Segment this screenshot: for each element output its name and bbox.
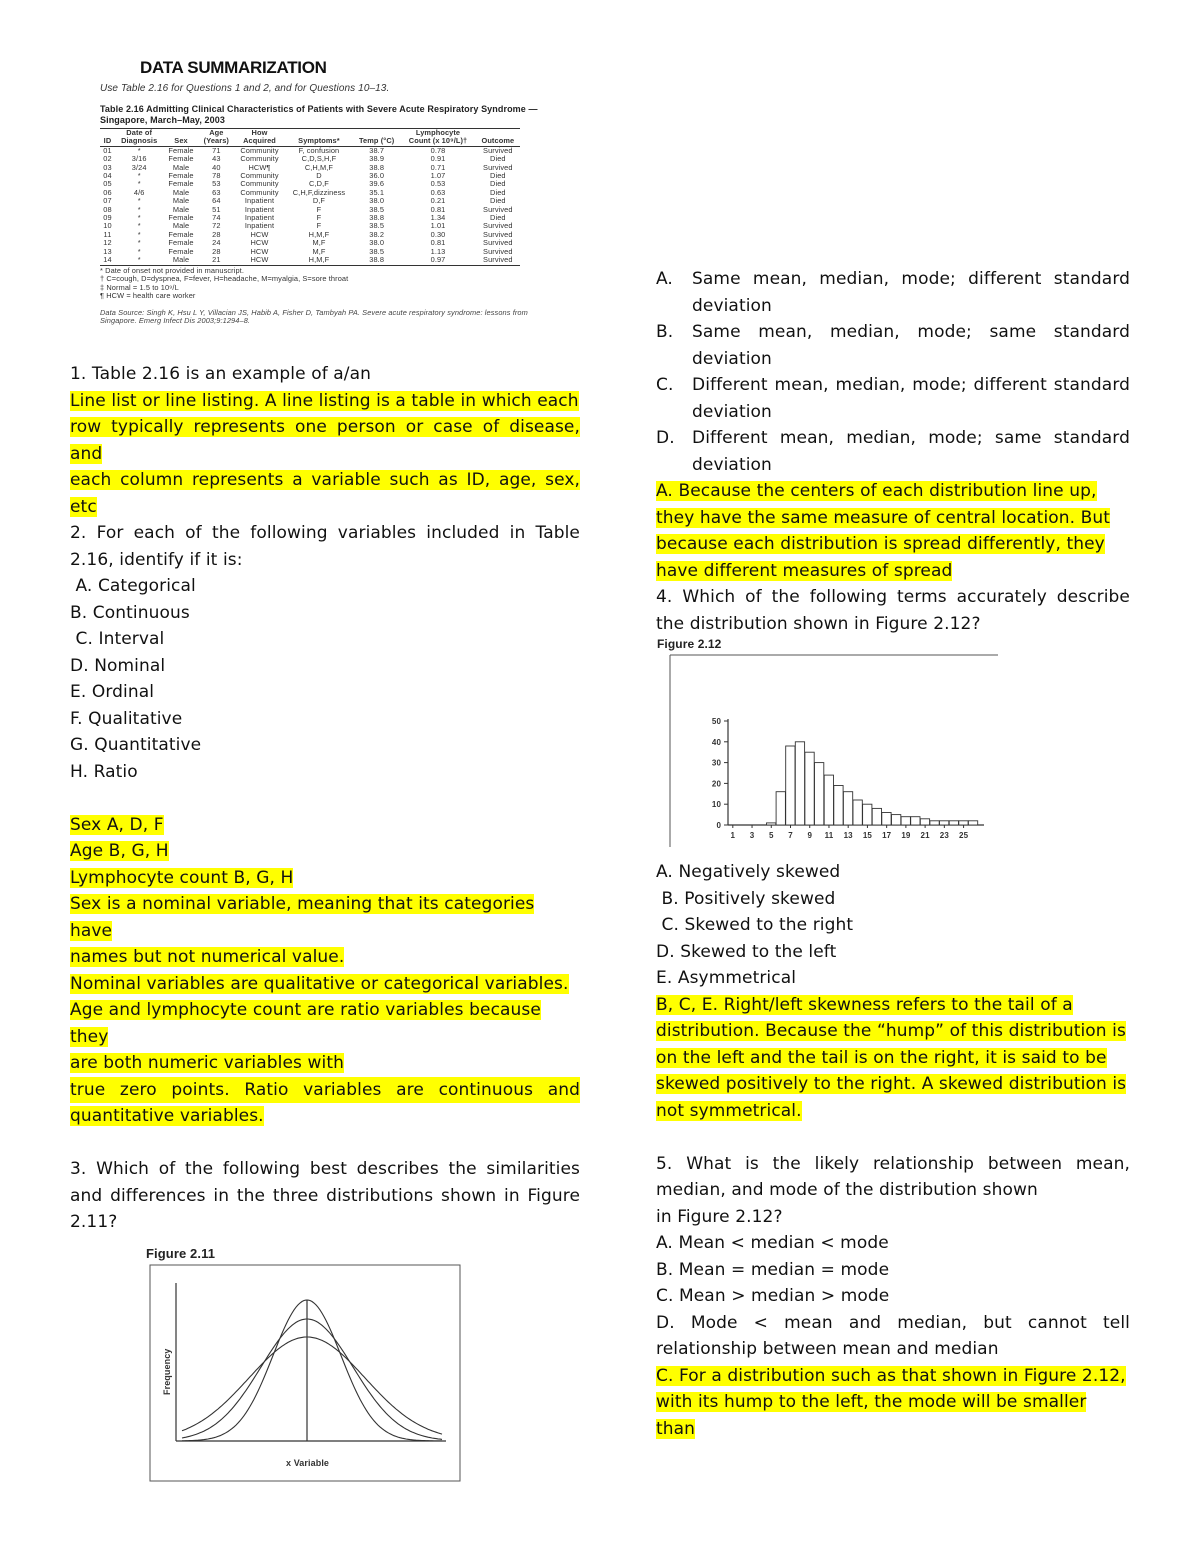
table-cell: Female [168, 179, 194, 189]
table-cell: * [115, 256, 163, 265]
table-cell: HCW [250, 229, 269, 239]
table-cell: HCW [234, 256, 285, 265]
table-cell: 64 [212, 196, 221, 206]
table-row [100, 214, 520, 222]
histogram-bar [901, 817, 910, 825]
table-header-cell: Symptoms* [285, 137, 353, 146]
table-cell: 0.21 [430, 196, 446, 206]
option: B. Continuous [70, 602, 190, 623]
histogram-bar [815, 763, 824, 825]
table-cell: Survived [483, 238, 513, 248]
table-row [100, 239, 520, 247]
table-cell: 43 [212, 154, 221, 164]
histogram-bar [824, 775, 833, 825]
table-row [100, 206, 520, 214]
table-cell: 74 [212, 213, 221, 223]
option: F. Qualitative [70, 708, 183, 729]
table-cell: * [137, 204, 141, 214]
histogram-bar [767, 823, 776, 825]
x-axis-label: x Variable [286, 1457, 330, 1468]
table-cell: Survived [483, 229, 513, 239]
table-cell: 12 [103, 238, 112, 248]
table-2-16-image [100, 82, 552, 352]
table-cell: 1.01 [430, 221, 446, 231]
table-header-cell: How [234, 129, 285, 138]
table-cell: Inpatient [244, 204, 275, 214]
option: G. Quantitative [70, 735, 202, 755]
histogram-bar [776, 792, 785, 825]
page-title: DATA SUMMARIZATION [140, 58, 327, 77]
answer-2-line: Sex A, D, F [70, 814, 164, 835]
option [656, 425, 1130, 478]
table-header-cell: Date of [115, 129, 163, 138]
question-2-options [70, 573, 580, 785]
answer-2-explanation: quantitative variables. [70, 1106, 264, 1126]
table-caption: Use Table 2.16 for Questions 1 and 2, and for Questions 10–13. [100, 83, 390, 94]
histogram-bar [892, 815, 901, 825]
option: C. Skewed to the right [656, 915, 854, 935]
table-row [100, 197, 520, 205]
x-tick-label: 19 [901, 831, 911, 840]
answer-3-line: because each distribution is spread differently, they [656, 534, 1105, 554]
question-4-text: 4. Which of the following terms accurately describe the distribution shown in Figure 2.12? [656, 587, 1130, 634]
table-cell: 1.13 [430, 246, 446, 256]
x-tick-label: 9 [807, 831, 813, 840]
x-tick-label: 25 [959, 831, 969, 840]
table-cell: 28 [212, 246, 221, 256]
histogram-bar [920, 819, 929, 825]
option-text: Same mean, median, mode; same standard deviation [692, 322, 1130, 369]
table-cell: 03 [103, 162, 112, 172]
question-4-options [656, 859, 1130, 992]
x-tick-label: 11 [824, 831, 834, 840]
table-cell: 38.5 [369, 246, 385, 256]
table-cell: F [316, 221, 322, 231]
table-cell: H,M,F [285, 256, 353, 265]
table-header-cell: Outcome [476, 137, 520, 146]
table-cell: Inpatient [244, 196, 275, 206]
table-cell: Female [168, 213, 194, 223]
table-cell: * [137, 171, 141, 181]
y-tick-label: 20 [711, 779, 721, 789]
table-cell: D [316, 171, 322, 181]
table-cell: 38.0 [369, 238, 385, 248]
answer-4 [656, 992, 1130, 1125]
table-cell: Male [172, 204, 190, 214]
table-cell: 4/6 [133, 187, 145, 197]
histogram-bar [959, 821, 968, 825]
answer-4-line: not symmetrical. [656, 1100, 802, 1121]
table-cell: 0.30 [430, 229, 446, 239]
x-tick-label: 7 [788, 831, 793, 840]
option: A. Categorical [70, 576, 196, 596]
histogram-bar [930, 821, 939, 825]
table-cell: * [137, 213, 141, 223]
answer-2-explanation: Nominal variables are qualitative or categorical variables. [70, 973, 569, 994]
y-axis-label: Frequency [162, 1348, 172, 1395]
table-cell: Male [172, 196, 190, 206]
x-tick-label: 5 [768, 831, 774, 840]
table-row [100, 164, 520, 172]
table-header-cell: Sex [163, 137, 198, 146]
table-cell: 36.0 [369, 171, 385, 181]
table-cell: 10 [103, 221, 112, 231]
option: C. Interval [70, 629, 165, 649]
table-cell: 06 [103, 187, 112, 197]
question-5-text-continued: in Figure 2.12? [656, 1206, 783, 1227]
table-note: † C=cough, D=dyspnea, F=fever, H=headache, M=myalgia, S=sore throat [100, 274, 349, 284]
table-cell: 78 [212, 171, 221, 181]
table-header-cell: ID [100, 137, 115, 146]
table-cell: Community [240, 179, 279, 189]
x-tick-label: 3 [749, 831, 755, 840]
x-tick-label: 23 [939, 831, 949, 840]
table-source: Data Source: Singh K, Hsu L Y, Villacian JS, Habib A, Fisher D, Tambyah PA. Severe acute respiratory syndrome: lessons from Singapore. Emerg Infect Dis 2003;9:1294–8. [100, 307, 528, 326]
figure-2-11-svg [146, 1245, 464, 1485]
table-cell: * [137, 238, 141, 248]
answer-1-line: each column represents a variable such as ID, age, sex, etc [70, 470, 580, 517]
table-2-16 [100, 128, 520, 266]
answer-4-line: distribution. Because the “hump” of this distribution is [656, 1021, 1126, 1041]
table-cell: C,D,F [309, 179, 329, 189]
table-cell: 38.9 [369, 154, 385, 164]
table-cell: Female [168, 246, 194, 256]
option: A. Negatively skewed [656, 862, 841, 882]
option: H. Ratio [70, 761, 138, 782]
table-cell: Inpatient [244, 213, 275, 223]
y-tick-label: 0 [716, 821, 721, 830]
figure-2-12 [656, 637, 1000, 855]
table-cell: 02 [103, 154, 112, 164]
table-cell: 01 [103, 145, 112, 155]
figure-2-11 [146, 1245, 464, 1485]
option-letter: C. [656, 375, 674, 395]
table-cell: 0.53 [430, 179, 446, 189]
x-tick-label: 13 [843, 831, 853, 840]
table-cell: * [137, 246, 141, 256]
table-cell: M,F [312, 238, 326, 248]
option: E. Ordinal [70, 682, 155, 702]
histogram-bar [805, 752, 814, 825]
table-cell: C,H,F,dizziness [292, 187, 346, 197]
table-cell: 24 [212, 238, 221, 248]
option [656, 266, 1130, 319]
table-cell: * [137, 196, 141, 206]
answer-5-line: C. For a distribution such as that shown in Figure 2.12, [656, 1365, 1126, 1386]
question-1-text: 1. Table 2.16 is an example of a/an [70, 364, 372, 384]
table-cell: 40 [212, 162, 221, 172]
table-cell: M,F [312, 246, 326, 256]
table-cell: Survived [483, 246, 513, 256]
x-tick-label: 17 [882, 831, 892, 840]
table-cell: Died [490, 154, 506, 164]
table-cell: 3/24 [131, 162, 147, 172]
option [656, 372, 1130, 425]
histogram-bar [795, 742, 804, 825]
table-cell: * [137, 179, 141, 189]
table-cell: * [137, 221, 141, 231]
question-5 [656, 1151, 1130, 1363]
table-cell: 38.8 [369, 213, 385, 223]
table-cell: H,M,F [308, 229, 330, 239]
table-cell: Community [240, 171, 279, 181]
answer-4-line: on the left and the tail is on the right, it is said to be [656, 1047, 1107, 1068]
answer-4-line: B, C, E. Right/left skewness refers to the tail of a [656, 994, 1073, 1015]
table-cell: HCW¶ [248, 162, 271, 172]
table-cell: 38.0 [369, 196, 385, 206]
table-cell: 53 [212, 179, 221, 189]
table-cell: Died [490, 179, 506, 189]
histogram-bar [940, 821, 949, 825]
table-cell: 71 [212, 145, 221, 155]
answer-2-explanation: names but not numerical value. [70, 947, 345, 967]
table-cell: Survived [476, 256, 520, 265]
option-text: Same mean, median, mode; different standard deviation [692, 269, 1130, 316]
answer-4-line: skewed positively to the right. A skewed distribution is [656, 1074, 1127, 1094]
histogram-bar [968, 821, 977, 825]
table-cell: 09 [103, 213, 112, 223]
table-cell: Female [168, 238, 194, 248]
x-tick-label: 21 [920, 831, 930, 840]
table-cell: Died [490, 213, 506, 223]
table-header-cell: Acquired [234, 137, 285, 146]
table-cell: Survived [483, 145, 513, 155]
table-cell: C,D,S,H,F [301, 154, 337, 164]
table-cell: F, confusion [298, 145, 340, 155]
table-cell: HCW [250, 246, 269, 256]
answer-3-line: A. Because the centers of each distribution line up, [656, 481, 1097, 501]
y-tick-label: 40 [711, 737, 721, 747]
answer-2-explanation: true zero points. Ratio variables are continuous and [70, 1077, 580, 1104]
table-row [100, 256, 520, 265]
table-cell: Inpatient [244, 221, 275, 231]
table-cell: 0.78 [430, 145, 446, 155]
table-header-cell: Temp (°C) [353, 137, 400, 146]
table-cell: Survived [483, 204, 513, 214]
option: A. Mean < median < mode [656, 1233, 889, 1253]
table-cell: * [137, 229, 141, 239]
answer-2 [70, 812, 580, 1130]
option-text: Different mean, median, mode; same standard deviation [692, 428, 1130, 475]
table-cell: 0.97 [400, 256, 475, 265]
histogram-bar [786, 746, 795, 825]
table-header-cell: Diagnosis [115, 137, 163, 146]
table-note: * Date of onset not provided in manuscript. [100, 265, 244, 275]
table-cell: 38.5 [369, 204, 385, 214]
table-cell: 05 [103, 179, 112, 189]
table-cell: 72 [212, 221, 221, 231]
option-letter: B. [656, 322, 674, 342]
option [656, 319, 1130, 372]
table-cell: 35.1 [369, 187, 385, 197]
table-cell: 11 [103, 229, 112, 239]
table-cell: Survived [483, 162, 513, 172]
table-cell: Female [168, 154, 194, 164]
option: E. Asymmetrical [656, 968, 797, 988]
table-cell: 0.63 [430, 187, 446, 197]
table-note: ‡ Normal = 1.5 to 10⁹/L [100, 282, 179, 292]
table-cell: 63 [212, 187, 221, 197]
table-cell: 51 [212, 204, 221, 214]
table-cell: 38.8 [353, 256, 400, 265]
table-cell: 3/16 [131, 154, 147, 164]
table-cell: 0.91 [430, 154, 446, 164]
option: B. Positively skewed [656, 888, 836, 909]
table-cell: Female [168, 145, 194, 155]
y-tick-label: 10 [711, 800, 721, 810]
table-cell: 39.6 [369, 179, 385, 189]
option: D. Skewed to the left [656, 941, 837, 962]
table-header-cell: Lymphocyte [400, 129, 475, 138]
table-cell: Male [163, 256, 198, 265]
table-cell: 14 [100, 256, 115, 265]
table-header-cell: Age [199, 129, 234, 138]
table-cell: Community [240, 187, 279, 197]
table-cell: Died [490, 196, 506, 206]
table-cell: F [316, 204, 322, 214]
histogram-bar [949, 821, 958, 825]
answer-5 [656, 1363, 1130, 1443]
option: B. Mean = median = mode [656, 1259, 890, 1280]
answer-2-explanation: Sex is a nominal variable, meaning that its categories have [70, 894, 535, 941]
y-tick-label: 50 [711, 717, 721, 726]
answer-1-line: row typically represents one person or case of disease, and [70, 417, 580, 464]
table-cell: Male [172, 187, 190, 197]
figure-2-11-label: Figure 2.11 [146, 1245, 216, 1261]
table-title: Table 2.16 Admitting Clinical Characteristics of Patients with Severe Acute Respiratory Syndrome — Singapore, March–May, 2003 [100, 104, 538, 125]
chart-title: Figure 2.12 [657, 637, 722, 651]
question-3-options [656, 266, 1130, 478]
answer-3-line: have different measures of spread [656, 560, 953, 581]
table-cell: Male [172, 162, 190, 172]
answer-3 [656, 478, 1130, 584]
question-5-text: 5. What is the likely relationship between mean, median, and mode of the distribution shown [656, 1153, 1130, 1200]
table-cell: 21 [199, 256, 234, 265]
figure-2-12-svg [656, 637, 1000, 855]
table-cell: Female [168, 171, 194, 181]
table-cell: 0.81 [430, 238, 446, 248]
answer-2-line: Lymphocyte count B, G, H [70, 867, 294, 888]
table-header-cell: (Years) [199, 137, 234, 146]
histogram-bar [863, 804, 872, 825]
table-cell: 1.07 [430, 171, 446, 181]
table-cell: C,H,M,F [304, 162, 334, 172]
table-cell: Died [490, 171, 506, 181]
option: D. Mode < mean and median, but cannot tell relationship between mean and median [656, 1312, 1130, 1359]
table-cell: D,F [312, 196, 326, 206]
table-cell: HCW [250, 238, 269, 248]
table-note: ¶ HCW = health care worker [100, 291, 196, 301]
histogram-bar [834, 786, 843, 826]
right-column [656, 266, 1130, 1442]
table-cell: * [137, 145, 141, 155]
answer-2-explanation: are both numeric variables with [70, 1053, 344, 1073]
table-cell: Female [168, 229, 194, 239]
answer-5-line: with its hump to the left, the mode will be smaller than [656, 1392, 1087, 1439]
table-cell: 13 [103, 246, 112, 256]
question-2-text: 2. For each of the following variables included in Table 2.16, identify if it is: [70, 523, 580, 570]
question-3-text: 3. Which of the following best describes the similarities and differences in the three distributions shown in Figure 2.11? [70, 1159, 580, 1232]
histogram-bar [911, 817, 920, 825]
option-text: Different mean, median, mode; different standard deviation [692, 375, 1130, 422]
table-cell: 38.5 [369, 221, 385, 231]
table-cell: 38.2 [369, 229, 385, 239]
x-tick-label: 1 [730, 831, 736, 840]
option: C. Mean > median > mode [656, 1286, 890, 1306]
table-header-cell: Count (x 10⁹/L)† [400, 137, 475, 146]
answer-2-explanation: Age and lymphocyte count are ratio variables because they [70, 1000, 541, 1047]
table-cell: Community [240, 154, 279, 164]
histogram-bar [872, 808, 881, 825]
table-cell: Community [240, 145, 279, 155]
table-row [100, 231, 520, 239]
table-cell: F [316, 213, 322, 223]
histogram-bar [882, 813, 891, 826]
figure-frame [150, 1265, 460, 1481]
table-cell: 1.34 [430, 213, 446, 223]
table-cell: 08 [103, 204, 112, 214]
answer-3-line: they have the same measure of central location. But [656, 507, 1111, 528]
option: D. Nominal [70, 655, 166, 676]
table-cell: 38.8 [369, 162, 385, 172]
table-cell: Male [172, 221, 190, 231]
histogram-bar [843, 792, 852, 825]
table-row [100, 189, 520, 197]
histogram-bar [853, 800, 862, 825]
table-notes [100, 267, 552, 301]
table-cell: Died [490, 187, 506, 197]
table-cell: 38.7 [369, 145, 385, 155]
table-cell: 04 [103, 171, 112, 181]
answer-1 [70, 388, 580, 521]
option-letter: D. [656, 428, 675, 448]
table-cell: 0.81 [430, 204, 446, 214]
table-cell: 28 [212, 229, 221, 239]
left-column [70, 56, 580, 1485]
answer-2-line: Age B, G, H [70, 841, 169, 861]
table-cell: 0.71 [430, 162, 446, 172]
x-tick-label: 15 [862, 831, 872, 840]
question-1 [70, 361, 580, 520]
table-cell: 07 [103, 196, 112, 206]
option-letter: A. [656, 269, 673, 289]
table-cell: Survived [483, 221, 513, 231]
answer-1-line: Line list or line listing. A line listing is a table in which each [70, 390, 579, 411]
y-tick-label: 30 [711, 758, 721, 768]
